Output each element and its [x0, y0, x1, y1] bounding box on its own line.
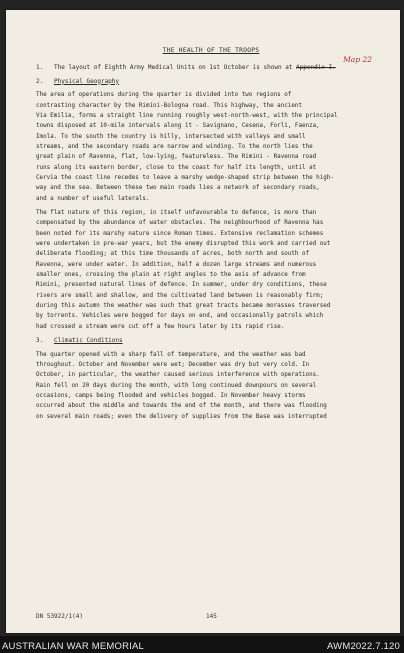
text-line: Ravenna, were under water. In addition, half a dozen large streams and numerous: [36, 261, 317, 268]
section-3-heading-line: [36, 336, 374, 346]
item-1-number: 1.: [36, 64, 44, 71]
struck-appendix: Appendix I.: [296, 64, 336, 71]
archive-accession-number: AWM2022.7.120: [326, 641, 400, 652]
text-line: throughout. October and November were wet; December was dry but very cold. In: [36, 362, 310, 369]
document-title: THE HEALTH OF THE TROOPS: [162, 47, 260, 54]
item-1-text: The layout of Eighth Army Medical Units on 1st October is shown at: [54, 64, 293, 71]
document-body: [36, 47, 374, 422]
document-page: [6, 10, 400, 633]
archive-caption-bar: [0, 636, 404, 653]
section-2-paragraph-2: [36, 208, 374, 332]
text-line: Rain fell on 20 days during the month, with long continued downpours on several: [36, 382, 317, 389]
text-line: on several main roads; even the delivery of supplies from the Base was interrupted: [36, 413, 327, 420]
section-2-heading: Physical Geography: [54, 77, 120, 85]
text-line: and a number of useful laterals.: [36, 195, 150, 202]
document-reference: DN 53922/1(4): [36, 613, 83, 620]
text-line: towns disposed at 10-mile intervals along it - Savignano, Cesena, Forli, Faenza,: [36, 123, 320, 130]
section-3-heading: Climatic Conditions: [54, 337, 123, 345]
text-line: deliberate flooding; at this time thousands of acres, both north and south of: [36, 251, 310, 258]
text-line: contrasting character by the Rimini-Bologna road. This highway, the ancient: [36, 102, 302, 109]
text-line: during this autumn the weather was such that great tracts became morasses traversed: [36, 303, 331, 310]
text-line: runs along its eastern border, close to the coast for half its length, until at: [36, 164, 317, 171]
item-1: [36, 55, 374, 73]
text-line: way and the sea. Between these two main roads lies a network of secondary roads,: [36, 185, 320, 192]
text-line: Rimini, presented natural lines of defence. In summer, under dry conditions, these: [36, 282, 327, 289]
section-2-number: 2.: [36, 77, 44, 85]
section-3-paragraph-1: [36, 350, 374, 422]
text-line: rivers are small and shallow, and the cultivated land between is reasonably firm;: [36, 292, 324, 299]
text-line: were undertaken in pre-war years, but the enemy disrupted this work and carried out: [36, 241, 331, 247]
section-2-heading-line: [36, 77, 374, 87]
text-line: The flat nature of this region, in itself unfavourable to defence, is more than: [36, 209, 317, 216]
text-line: been noted for its marshy nature since Roman times. Extensive reclamation schemes: [36, 230, 324, 237]
text-line: streams, and the secondary roads are narrow and winding. To the north lies the: [36, 143, 313, 150]
text-line: Imola. To the south the country is hilly, intersected with valleys and small: [36, 133, 306, 140]
text-line: compensated by the abundance of water obstacles. The neighbourhood of Ravenna has: [36, 220, 324, 227]
text-line: The area of operations during the quarter is divided into two regions of: [36, 92, 292, 99]
text-line: occurred about the middle and towards the end of the month, and there was flooding: [36, 403, 327, 410]
text-line: The quarter opened with a sharp fall of temperature, and the weather was bad: [36, 351, 306, 358]
archive-name: AUSTRALIAN WAR MEMORIAL: [2, 641, 145, 652]
text-line: had crossed a stream were cut off a few hours later by its rapid rise.: [36, 323, 285, 330]
text-line: occasions, camps being flooded and vehicles bogged. In November heavy storms: [36, 393, 306, 400]
handwritten-annotation: Map 22: [343, 55, 372, 64]
text-line: October, in particular, the weather caused serious interference with operations.: [36, 372, 320, 379]
text-line: Cervia the coast line recedes to leave a marshy wedge-shaped strip between the high-: [36, 174, 334, 181]
section-2-paragraph-1: [36, 90, 374, 204]
text-line: Via Emilia, forms a straight line running roughly west-north-west, with the principal: [36, 112, 338, 119]
page-number: 145: [206, 613, 217, 620]
text-line: great plain of Ravenna, flat, low-lying, featureless. The Rimini - Ravenna road: [36, 154, 317, 161]
section-3-number: 3.: [36, 337, 44, 345]
text-line: by torrents. Vehicles were bogged for days on end, and occasionally patrols which: [36, 313, 324, 320]
text-line: smaller ones, crossing the plain at right angles to the axis of advance from: [36, 272, 306, 279]
